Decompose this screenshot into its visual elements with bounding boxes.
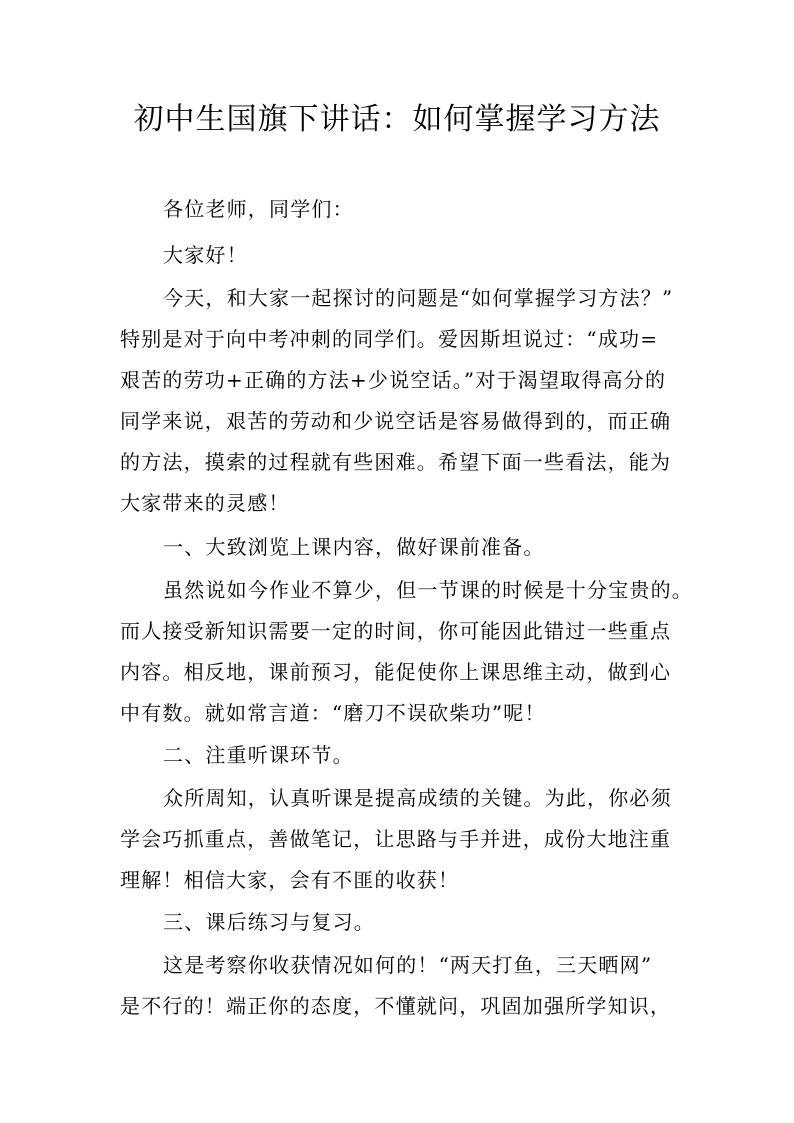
text-line: 特别是对于向中考冲刺的同学们。爱因斯坦说过：“成功= [120, 327, 659, 351]
text-line: 二、注重听课环节。 [163, 743, 354, 767]
greeting-paragraph [120, 235, 680, 276]
text-line: 今天，和大家一起探讨的问题是“如何掌握学习方法？” [163, 286, 674, 310]
text-line: 艰苦的劳功+正确的方法+少说空话。”对于渴望取得高分的 [120, 368, 667, 392]
text-line: 大家带来的灵感！ [120, 491, 290, 515]
text-line: 的方法，摸索的过程就有些困难。希望下面一些看法，能为 [120, 450, 672, 474]
section-heading-1 [120, 527, 680, 568]
text-line: 各位老师，同学们： [163, 197, 354, 221]
intro-paragraph [120, 278, 680, 524]
text-line: 大家好！ [163, 243, 248, 267]
section-heading-2 [120, 735, 680, 776]
text-line: 三、课后练习与复习。 [163, 910, 375, 934]
section-heading-3 [120, 902, 680, 943]
document-title: 初中生国旗下讲话：如何掌握学习方法 [133, 102, 661, 137]
text-line: 这是考察你收获情况如何的！“两天打鱼，三天晒网” [163, 953, 653, 977]
text-line: 学会巧抓重点，善做笔记，让思路与手并进，成份大地注重 [120, 827, 672, 851]
salutation-paragraph [120, 189, 680, 230]
section-2-paragraph [120, 778, 680, 901]
text-line: 一、大致浏览上课内容，做好课前准备。 [163, 535, 545, 559]
text-line: 同学来说，艰苦的劳动和少说空话是容易做得到的，而正确 [120, 409, 672, 433]
section-3-paragraph [120, 945, 680, 1027]
text-line: 众所周知，认真听课是提高成绩的关键。为此，你必须 [163, 786, 672, 810]
text-line: 是不行的！端正你的态度，不懂就问，巩固加强所学知识， [120, 994, 672, 1018]
text-line: 中有数。就如常言道：“磨刀不误砍柴功”呢！ [120, 701, 546, 725]
text-line: 虽然说如今作业不算少，但一节课的时候是十分宝贵的。 [163, 578, 693, 602]
section-1-paragraph [120, 570, 693, 734]
text-line: 而人接受新知识需要一定的时间，你可能因此错过一些重点 [120, 619, 672, 643]
text-line: 理解！相信大家，会有不匪的收获！ [120, 868, 460, 892]
text-line: 内容。相反地，课前预习，能促使你上课思维主动，做到心 [120, 660, 672, 684]
